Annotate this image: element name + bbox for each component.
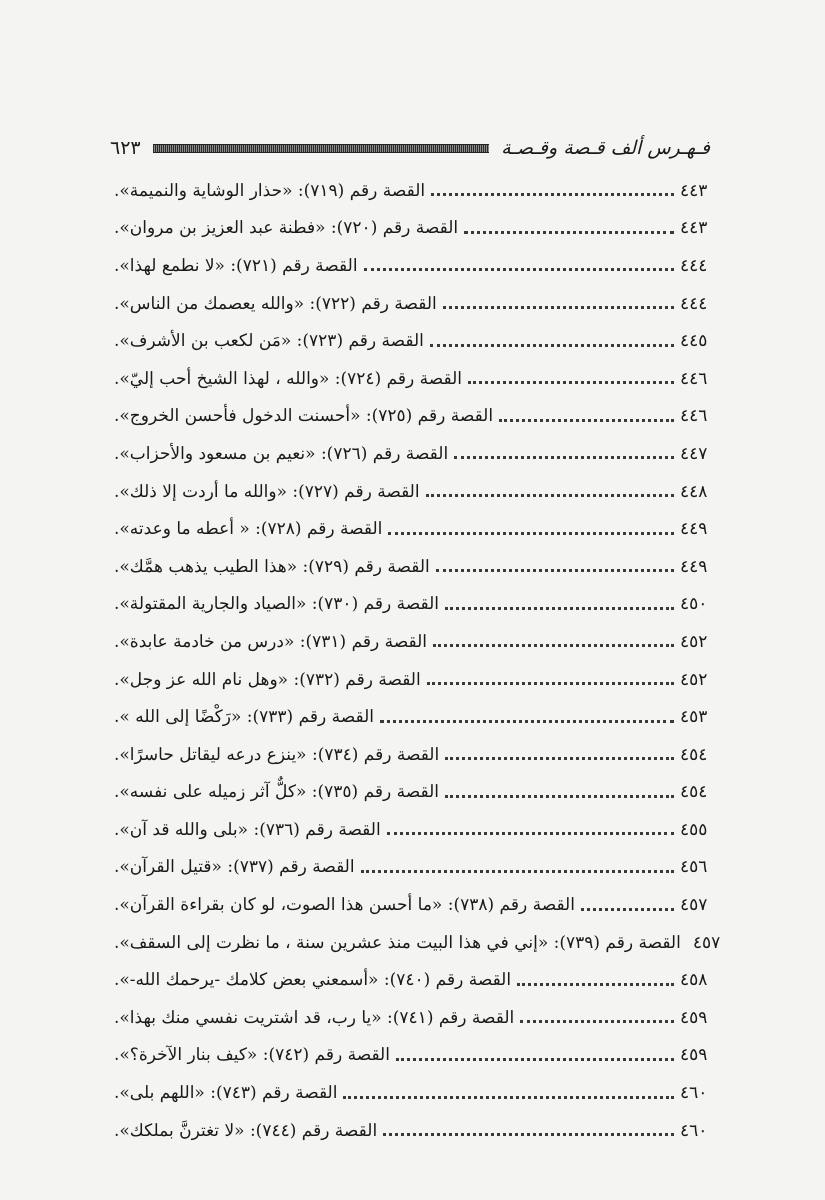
toc-page-number: ٤٤٩ <box>680 519 708 540</box>
dot-leader <box>364 268 674 271</box>
dot-leader <box>426 494 674 497</box>
dot-leader <box>380 720 674 723</box>
table-of-contents <box>110 172 721 1149</box>
toc-entry-title: القصة رقم (٧٢٣): «مَن لكعب بن الأشرف». <box>114 331 424 352</box>
toc-row <box>110 961 710 999</box>
toc-entry-title: القصة رقم (٧٤١): «يا رب، قد اشتريت نفسي منك بهذا». <box>114 1007 515 1028</box>
dot-leader <box>430 344 674 347</box>
dot-leader <box>387 832 674 835</box>
toc-page-number: ٤٤٩ <box>680 556 708 577</box>
toc-entry-title: القصة رقم (٧٣٤): «ينزع درعه ليقاتل حاسرًا». <box>114 744 440 765</box>
dot-leader <box>427 682 674 685</box>
toc-row <box>110 510 710 548</box>
toc-row <box>110 661 710 699</box>
toc-entry-title: القصة رقم (٧٣١): «درس من خادمة عابدة». <box>114 631 427 652</box>
toc-row <box>110 172 710 210</box>
toc-page-number: ٤٥٤ <box>680 782 708 803</box>
toc-entry-title: القصة رقم (٧٣٠): «الصياد والجارية المقتولة». <box>114 594 440 615</box>
toc-entry-title: القصة رقم (٧٣٣): «رَكْضًا إلى الله ». <box>114 707 374 728</box>
toc-entry-title: القصة رقم (٧٣٧): «قتيل القرآن». <box>114 857 355 878</box>
toc-page-number: ٤٥٠ <box>680 594 708 615</box>
running-title: فـهـرس ألف قـصة وقـصـة <box>501 137 710 159</box>
toc-row <box>110 435 710 473</box>
dot-leader <box>445 607 674 610</box>
dot-leader <box>431 193 674 196</box>
toc-page-number: ٤٥٩ <box>680 1007 708 1028</box>
toc-entry-title: القصة رقم (٧٢٤): «والله ، لهذا الشيخ أحب إليّ». <box>114 368 463 389</box>
toc-row <box>110 886 710 924</box>
page-number: ٦٢٣ <box>110 137 141 159</box>
running-header <box>110 133 710 163</box>
dot-leader <box>581 908 674 911</box>
toc-entry-title: القصة رقم (٧٣٩): «إني في هذا البيت منذ عشرين سنة ، ما نظرت إلى السقف». <box>114 932 681 953</box>
toc-row <box>110 285 710 323</box>
dot-leader <box>445 795 674 798</box>
toc-entry-title: القصة رقم (٧٢٨): « أعطه ما وعدته». <box>114 519 383 540</box>
toc-row <box>110 999 710 1037</box>
toc-entry-title: القصة رقم (٧٣٦): «بلى والله قد آن». <box>114 819 381 840</box>
toc-entry-title: القصة رقم (٧٤٠): «أسمعني بعض كلامك -يرحمك الله-». <box>114 970 512 991</box>
toc-row <box>110 586 710 624</box>
toc-row <box>110 322 710 360</box>
toc-page-number: ٤٥٤ <box>680 744 708 765</box>
toc-entry-title: القصة رقم (٧٣٨): «ما أحسن هذا الصوت، لو كان بقراءة القرآن». <box>114 895 575 916</box>
toc-page-number: ٤٥٧ <box>692 932 721 953</box>
toc-row <box>110 548 710 586</box>
dot-leader <box>383 1133 674 1136</box>
toc-page-number: ٤٥٦ <box>680 857 708 878</box>
toc-row <box>110 774 710 812</box>
dot-leader <box>443 306 674 309</box>
toc-row <box>110 736 710 774</box>
toc-row <box>110 1112 710 1150</box>
dot-leader <box>468 381 674 384</box>
toc-entry-title: القصة رقم (٧٢٩): «هذا الطيب يذهب همَّك». <box>114 556 430 577</box>
toc-row <box>110 849 710 887</box>
toc-page-number: ٤٥٧ <box>680 895 708 916</box>
dot-leader <box>445 757 674 760</box>
dot-leader <box>388 532 674 535</box>
toc-row <box>110 1037 710 1075</box>
toc-page-number: ٤٤٥ <box>680 331 708 352</box>
toc-row <box>110 1074 710 1112</box>
toc-row <box>110 698 710 736</box>
toc-page-number: ٤٤٨ <box>680 481 708 502</box>
toc-row <box>110 473 710 511</box>
dot-leader <box>499 419 674 422</box>
toc-entry-title: القصة رقم (٧٤٢): «كيف بنار الآخرة؟». <box>114 1045 390 1066</box>
toc-entry-title: القصة رقم (٧٢٧): «والله ما أردت إلا ذلك». <box>114 481 420 502</box>
header-rule <box>153 144 490 153</box>
dot-leader <box>396 1058 674 1061</box>
toc-entry-title: القصة رقم (٧٤٣): «اللهم بلى». <box>114 1083 338 1104</box>
dot-leader <box>433 644 674 647</box>
toc-row <box>110 811 710 849</box>
dot-leader <box>361 870 674 873</box>
toc-page-number: ٤٥٢ <box>680 631 708 652</box>
toc-entry-title: القصة رقم (٧٢٠): «فطنة عبد العزيز بن مروان». <box>114 218 459 239</box>
dot-leader <box>343 1096 674 1099</box>
toc-entry-title: القصة رقم (٧٤٤): «لا تغترنَّ بملكك». <box>114 1120 378 1141</box>
toc-row <box>110 398 710 436</box>
toc-page-number: ٤٤٦ <box>680 406 708 427</box>
toc-row <box>110 247 710 285</box>
dot-leader <box>520 1020 674 1023</box>
toc-page-number: ٤٦٠ <box>680 1120 708 1141</box>
toc-page-number: ٤٥٨ <box>680 970 708 991</box>
toc-page-number: ٤٤٤ <box>680 293 708 314</box>
toc-row <box>110 360 710 398</box>
toc-row <box>110 623 710 661</box>
toc-page-number: ٤٥٢ <box>680 669 708 690</box>
dot-leader <box>464 231 674 234</box>
toc-page-number: ٤٦٠ <box>680 1083 708 1104</box>
toc-entry-title: القصة رقم (٧٢٦): «نعيم بن مسعود والأحزاب». <box>114 443 449 464</box>
toc-entry-title: القصة رقم (٧٢١): «لا نطمع لهذا». <box>114 255 358 276</box>
dot-leader <box>436 569 674 572</box>
toc-entry-title: القصة رقم (٧٢٢): «والله يعصمك من الناس». <box>114 293 437 314</box>
dot-leader <box>517 983 674 986</box>
toc-row <box>110 210 710 248</box>
toc-entry-title: القصة رقم (٧٣٥): «كلٌّ آثر زميله على نفسه». <box>114 782 439 803</box>
toc-entry-title: القصة رقم (٧١٩): «حذار الوشاية والنميمة». <box>114 180 426 201</box>
toc-page-number: ٤٥٩ <box>680 1045 708 1066</box>
toc-page-number: ٤٤٧ <box>680 443 708 464</box>
toc-page-number: ٤٥٥ <box>680 819 708 840</box>
toc-entry-title: القصة رقم (٧٢٥): «أحسنت الدخول فأحسن الخروج». <box>114 406 494 427</box>
toc-page-number: ٤٥٣ <box>680 707 708 728</box>
toc-page-number: ٤٤٤ <box>680 255 708 276</box>
dot-leader <box>454 456 674 459</box>
toc-page-number: ٤٤٣ <box>680 218 708 239</box>
toc-entry-title: القصة رقم (٧٣٢): «وهل نام الله عز وجل». <box>114 669 421 690</box>
toc-page-number: ٤٤٣ <box>680 180 708 201</box>
toc-page-number: ٤٤٦ <box>680 368 708 389</box>
toc-row <box>110 924 721 962</box>
